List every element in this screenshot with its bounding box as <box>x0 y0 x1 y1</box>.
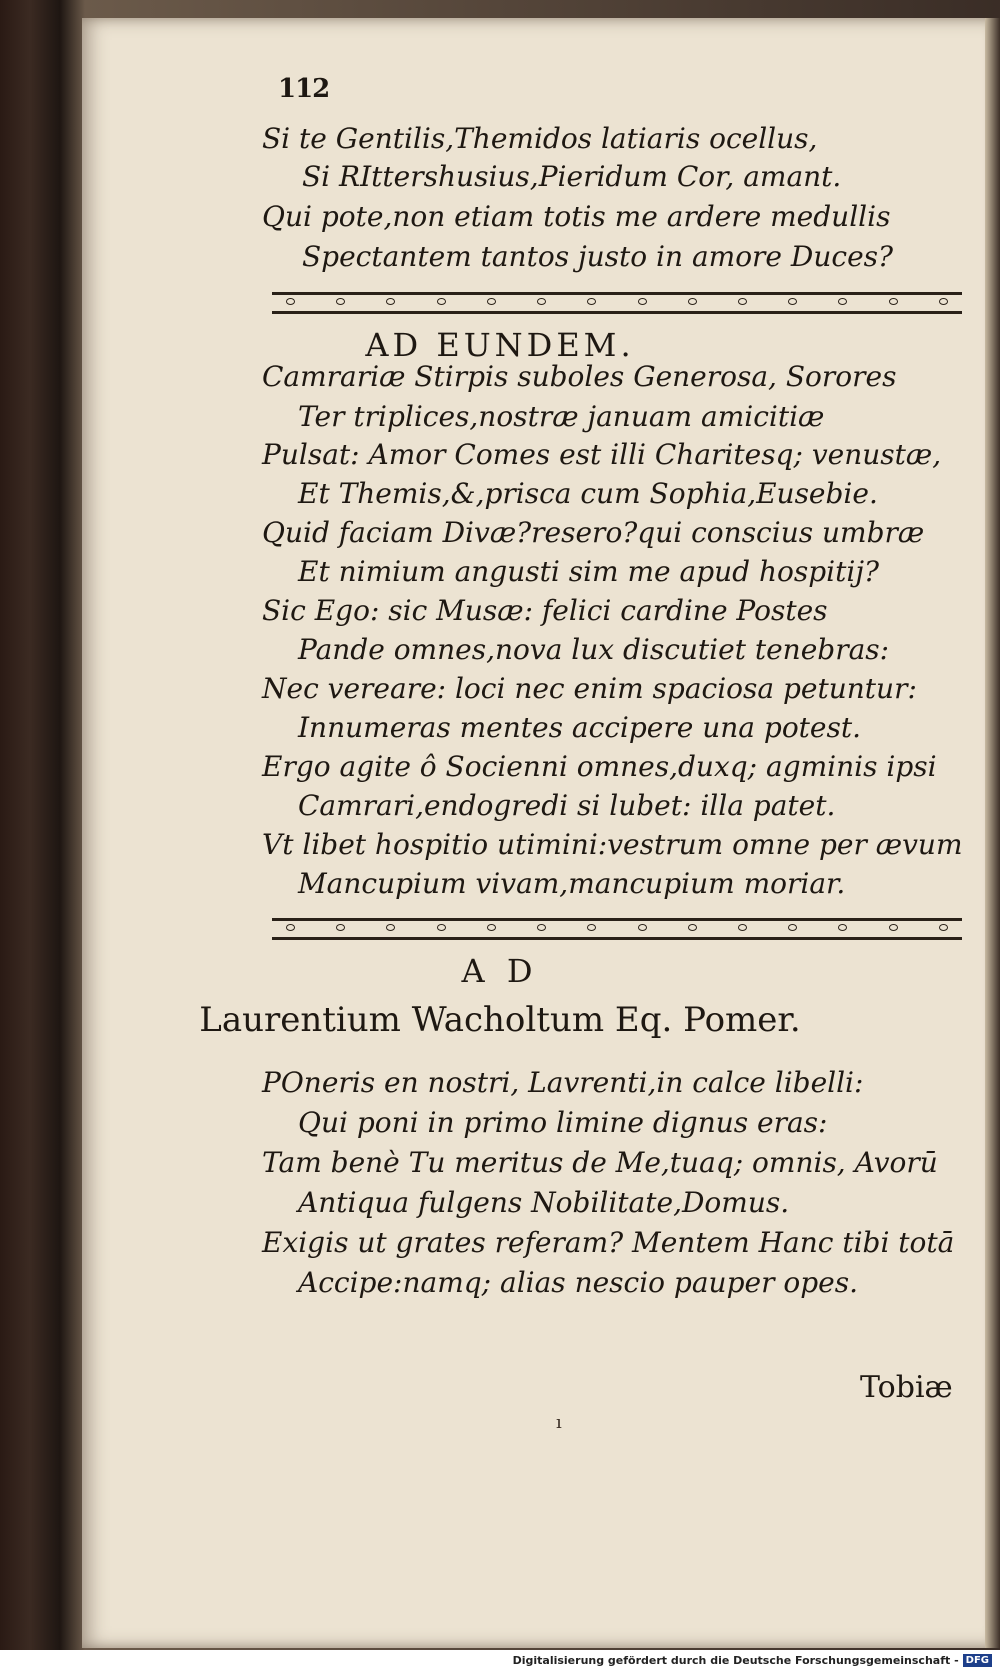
verse-line: Vt libet hospitio utimini:vestrum omne per ævum <box>262 828 963 861</box>
verse-line: Ergo agite ô Socienni omnes,duxq; agminis ipsi <box>262 750 937 783</box>
verse-line: Quid faciam Divæ?resero?qui conscius umbræ <box>262 516 925 549</box>
verse-line: Et Themis,&,prisca cum Sophia,Eusebie. <box>298 477 878 510</box>
ornament-rule <box>272 292 962 314</box>
verse-line: Pande omnes,nova lux discutiet tenebras: <box>298 633 890 666</box>
digitization-footer <box>513 1650 992 1670</box>
verse-line: Accipe:namq; alias nescio pauper opes. <box>298 1266 858 1299</box>
verse-line: Nec vereare: loci nec enim spaciosa petuntur: <box>262 672 917 705</box>
verse-line: Pulsat: Amor Comes est illi Charitesq; venustæ, <box>262 438 942 471</box>
ornament-rule <box>272 918 962 940</box>
page-number: 112 <box>278 74 330 104</box>
dfg-logo-icon: DFG <box>963 1654 992 1667</box>
page-edge <box>985 18 1000 1648</box>
verse-line: Spectantem tantos justo in amore Duces? <box>302 240 894 273</box>
catchword: Tobiæ <box>860 1370 953 1405</box>
verse-line: Si te Gentilis,Themidos latiaris ocellus, <box>262 122 818 155</box>
verse-line: Exigis ut grates referam? Mentem Hanc tibi totā <box>262 1226 955 1259</box>
verse-line: Tam benè Tu meritus de Me,tuaq; omnis, Avorū <box>262 1146 938 1179</box>
verse-line: Ter triplices,nostræ januam amicitiæ <box>298 400 825 433</box>
verse-line: Qui pote,non etiam totis me ardere medullis <box>262 200 891 233</box>
footer-text: Digitalisierung gefördert durch die Deutsche Forschungsgemeinschaft - <box>512 1653 959 1667</box>
verse-line: Qui poni in primo limine dignus eras: <box>298 1106 828 1139</box>
poem-title: AD EUNDEM. <box>365 326 635 364</box>
verse-line: Mancupium vivam,mancupium moriar. <box>298 867 846 900</box>
verse-line: Camrari,endogredi si lubet: illa patet. <box>298 789 836 822</box>
poem-title: A D <box>461 952 539 990</box>
verse-line: Camrariæ Stirpis suboles Generosa, Sorores <box>262 360 897 393</box>
verse-line: Antiqua fulgens Nobilitate,Domus. <box>298 1186 790 1219</box>
verse-line: Et nimium angusti sim me apud hospitij? <box>298 555 880 588</box>
poem-subtitle: Laurentium Wacholtum Eq. Pomer. <box>199 1000 801 1040</box>
verse-line: Innumeras mentes accipere una potest. <box>298 711 862 744</box>
verse-line: Sic Ego: sic Musæ: felici cardine Postes <box>262 594 828 627</box>
stray-mark: ı <box>556 1412 562 1433</box>
verse-line: Si RIttershusius,Pieridum Cor, amant. <box>302 160 842 193</box>
verse-line: POneris en nostri, Lavrenti,in calce libelli: <box>262 1066 864 1099</box>
